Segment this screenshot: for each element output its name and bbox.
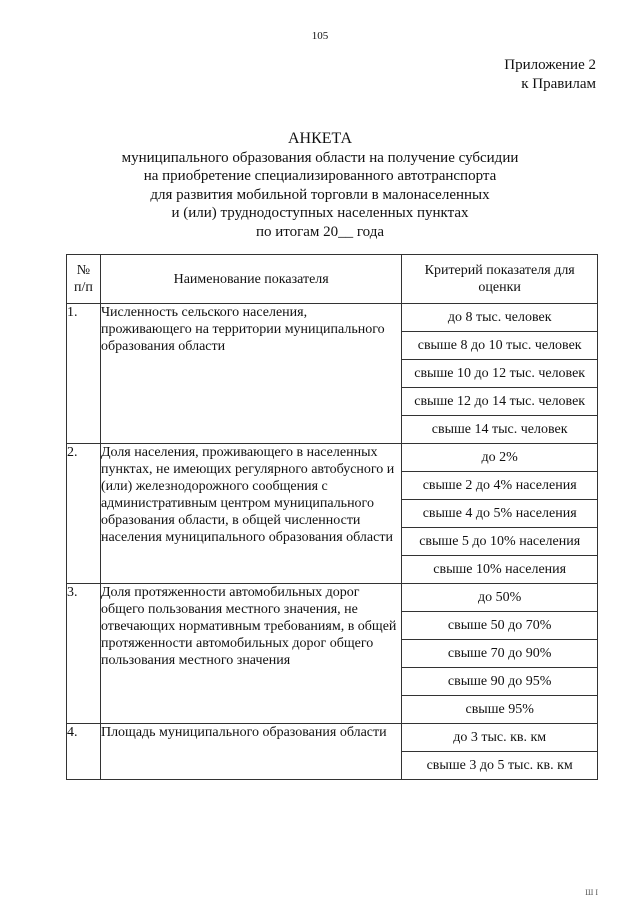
title-main: АНКЕТА	[287, 130, 353, 147]
table-row	[67, 584, 598, 724]
criterion: свыше 5 до 10% населения	[402, 528, 597, 556]
criterion: свыше 8 до 10 тыс. человек	[402, 332, 597, 360]
criterion: до 50%	[402, 584, 597, 612]
table-header-row	[67, 255, 598, 304]
appendix-line-1: Приложение 2	[504, 57, 596, 73]
criteria-list	[402, 584, 598, 724]
title-line: муниципального образования области на получение субсидии	[121, 149, 519, 166]
indicator-name: Доля протяженности автомобильных дорог общего пользования местного значения, не отвечающих нормативным требованиям, в общей протяженности автомобильных дорог общего пользования местного значения	[100, 584, 401, 724]
table-row	[67, 444, 598, 584]
criterion: свыше 3 до 5 тыс. кв. км	[426, 758, 573, 773]
indicator-name: Площадь муниципального образования области	[100, 724, 401, 780]
criterion: свыше 95%	[465, 702, 534, 717]
appendix-note	[504, 56, 596, 94]
footer-mark: ШI	[585, 888, 600, 897]
criterion: свыше 4 до 5% населения	[402, 500, 597, 528]
criterion: свыше 14 тыс. человек	[431, 422, 568, 437]
row-number: 4.	[67, 724, 101, 780]
criterion: до 8 тыс. человек	[402, 304, 597, 332]
title-line: по итогам 20__ года	[255, 223, 385, 240]
criterion: свыше 10 до 12 тыс. человек	[402, 360, 597, 388]
page-number: 105	[311, 30, 329, 42]
criterion: до 3 тыс. кв. км	[402, 724, 597, 752]
row-number: 1.	[67, 304, 101, 444]
title-line: на приобретение специализированного автотранспорта	[143, 168, 497, 184]
criteria-list	[402, 444, 598, 584]
indicator-name: Доля населения, проживающего в населенных пунктах, не имеющих регулярного автобусного и (или) железнодорожного сообщения с административным центром муниципального образования области, в общей численности населения муниципального образования области	[100, 444, 401, 584]
criterion: свыше 50 до 70%	[402, 612, 597, 640]
criterion: до 2%	[402, 444, 597, 472]
criterion: свыше 70 до 90%	[402, 640, 597, 668]
criterion: свыше 12 до 14 тыс. человек	[402, 388, 597, 416]
row-number: 3.	[67, 584, 101, 724]
survey-table	[66, 254, 598, 780]
criteria-list	[402, 304, 598, 444]
appendix-line-2: к Правилам	[521, 76, 596, 92]
table-row	[67, 724, 598, 780]
header-criteria: Критерий показателя для оценки	[402, 255, 598, 304]
header-num: № п/п	[67, 255, 101, 304]
criterion: свыше 10% населения	[433, 562, 567, 577]
indicator-name: Численность сельского населения, проживающего на территории муниципального образования области	[100, 304, 401, 444]
title-line: и (или) труднодоступных населенных пунктах	[171, 205, 469, 221]
criteria-list	[402, 724, 598, 780]
table-row	[67, 304, 598, 444]
header-name: Наименование показателя	[100, 255, 401, 304]
criterion: свыше 2 до 4% населения	[402, 472, 597, 500]
document-title	[0, 130, 640, 241]
criterion: свыше 90 до 95%	[402, 668, 597, 696]
title-line: для развития мобильной торговли в малонаселенных	[150, 186, 490, 203]
row-number: 2.	[67, 444, 101, 584]
